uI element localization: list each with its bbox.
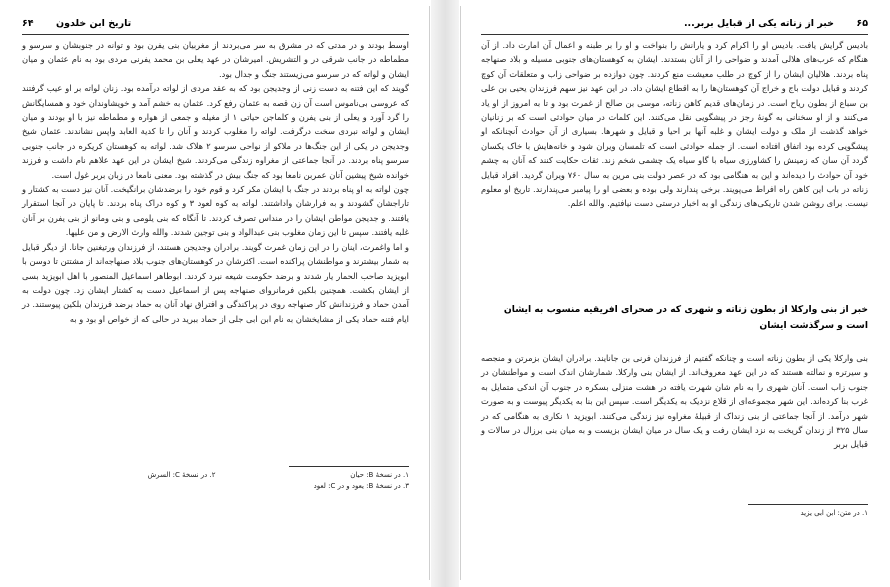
footnotes bbox=[22, 470, 409, 492]
left-page-body bbox=[22, 38, 409, 326]
section-body bbox=[481, 351, 868, 452]
footnote: ۳. در نسخهٔ B: یعود و در C: لعود bbox=[313, 482, 409, 490]
paragraph: بنی وارکلا یکی از بطون زناته است و چنانکه گفتیم از فرزندان فرنی بن جانا‌یند. برادران ایشان بزمرتن و منجصه و سیرتره و نمالته هستند که در این عهد معروف‌اند. از ایشان بنی وارکلا. شمارشان اندک است و مواطنشان در جنوب زاب است. آنان شهری را به نام شان شهرت یافته در هشت منزلی بسکره در جنوب آن اندکی متمایل به غرب بنا کرده‌اند. این شهر مجموعه‌ای از قلاع نزدیک به یکدیگر است. سپس این بنا به یکدیگر پیوست و به صورت شهر درآمد. از آنجا جماعتی از بنی زنداک از قبیلهٔ مغراوه نیز زندگی می‌کنند. ابویزید ۱ نکاری به هنگامی که در سال ۳۲۵ از زندان گریخت به نزد ایشان رفت و یک سال در میان ایشان بزیست و به میان بنی برزال در سالات و قبایل بربر bbox=[481, 353, 868, 450]
footnotes bbox=[481, 508, 868, 519]
right-page-header bbox=[481, 18, 868, 35]
footnote-divider bbox=[748, 504, 868, 505]
footnote-divider bbox=[289, 466, 409, 467]
right-page bbox=[460, 6, 888, 580]
footnote: ۲. در نسخهٔ C: السرش bbox=[147, 471, 216, 479]
paragraph: بادیس گرایش یافت. بادیس او را اکرام کرد و یارانش را بنواخت و او را بر طبنه و اعمال آن امارت داد. از آن هنگام که عرب‌های هلالی آمدند و ضواحی را از آنان بستدند. ایشان به کوهستان‌های جنوبی مسیله و بلاد صنهاجه پناه بردند. هلالیان ایشان را از کوچ در طلب معیشت منع کردند. چون دوازده بر ضواحی زاب و متعلقات آن کوچ کردند و قبایل دولت باج و خراج آن کوهستان‌ها را به اقطاع ایشان داد. در این عهد نیز سهم فرزندان یحیی بن علی بن سباع از بطون ریاح است. در زمان‌های قدیم کاهن زناته، موسی بن صالح از غمرت بود و تا به امروز از او یاد می‌کنند و از او سخنانی به گونهٔ رجز در پیشگویی نقل می‌کنند. این کلمات در میان حوادثی است که بر زنانیان خواهد گذشت از ملک و دولت ایشان و غلبه آنها بر احیا و قبایل و شهرها. بسیاری از آن حوادث آنچنانکه او پیشگویی کرده بود اتفاق افتاده است. از جمله حوادثی است که تلمسان ویران شود و خانه‌هایش با خاک یکسان گردد آن سان که زمینش را کشاورزی سیاه با گاو سیاه یک چشمی شخم زند. ثقات حکایت کنند که آنان به چشم خود آن حوادث را دیده‌اند و این به هنگامی بود که در عصر دولت بنی مرین به سال ۷۶۰ ویران گردید. افراد قبایل زناته در باب این کاهن راه افراط می‌پویند. برخی پندارند ولی بوده و بعضی او را پیامبر می‌پندارند. تاریخ او معلوم نیست. برای روشن شدن تاریکی‌های زندگی او به اخبار درستی دست نیافتیم. والله اعلم. bbox=[481, 40, 868, 209]
section-heading: خبر از بنی وارکلا از بطون زناته و شهری که در صحرای افریقیه منسوب به ایشان است و سرگذشت ایشان bbox=[503, 304, 868, 331]
book-spine bbox=[431, 0, 459, 587]
paragraph: چون لواته به او پناه بردند در جنگ با ایشان مکر کرد و قوم خود را برضدشان برانگیخت. آنان نیز دست به کشتار و تاراجشان گشودند و به فرارشان واداشتند. لواته به کوه لعود ۳ و کوه دراک پناه بردند. تا پایان در آنجا استقرار یافتند. و جدیجن مواطن ایشان را در منداس تصرف کردند. تا آنگاه که بنی یلومی و بنی ومانو از بنی یفرن بر آنان غلبه یافتند. سپس تا این زمان مغلوب بنی عبدالواد و بنی توجین شدند. والله وارث الارض و من علیها. bbox=[22, 184, 410, 238]
page-number: ۶۵ bbox=[856, 18, 868, 29]
footnote: ۱. در نسخهٔ B: حیان bbox=[350, 471, 409, 479]
running-title: خبر از زناته یکی از قبایل بربر... bbox=[683, 18, 834, 29]
footnote: ۱. در متن: ابن ابی یزید bbox=[800, 509, 868, 517]
running-title: تاریخ ابن خلدون bbox=[56, 18, 132, 29]
right-page-body bbox=[481, 38, 868, 211]
paragraph: گویند که این فتنه به دست زنی از وجدیجن بود که به عقد مردی از لواته درآمده بود. زنان لواته بر او عیب گرفتند که عروسی بی‌ناموس است آن زن قصه به عثمان رفع کرد. عثمان به خشم آمد و خویشاوندان خود و همسایگانش را گرد آورد و یعلی از بنی یفرن و کلماجن حیاتی ۱ از مغیله و جمعی از هواره و مطماطه نیز با او بودند و میان ایشان و لواته نبردی سخت درگرفت. لواته را مغلوب کردند و آنان را تا کدیة العابد واپس نشاندند. عثمان شیخ وجدیجن در یکی از این جنگ‌ها در ملاکو از نواحی سرسو ۲ هلاک شد. لواته به کوهستان کریکره در جانب جنوبی سرسو پناه بردند. در آنجا جماعتی از مغراوه زندگی می‌کردند. شیخ ایشان در این عهد علاهم نام داشت و فرزند خوانده شیخ پیشین آنان عمربن نامعا بود که جنگ بیش در گذشته بود. معنی نامعا در زبان بربر غول است. bbox=[22, 83, 409, 180]
left-page bbox=[2, 6, 430, 580]
page-number: ۶۴ bbox=[22, 18, 34, 29]
paragraph: اوسط بودند و در مدتی که در مشرق به سر می‌بردند از مغربیان بنی یفرن بود و توانه در جنوبشان و سرسو و مطماطه در جانب شرقی در و التشریش. امیرشان در عهد یعلی بن محمد یفرنی مردی بود به نام عثمان و میان ایشان و لواته که در سرسو می‌زیستند جنگ و جدال بود. bbox=[22, 40, 409, 79]
left-page-header bbox=[22, 18, 409, 35]
paragraph: و اما واغمرت، اینان را در این زمان غمرت گویند. برادران وجدیجن هستند، از فرزندان ورتیغنین جانا. از دیگر قبایل به شمار بیشترند و مواطنشان پراکنده است. اکثرشان در کوهستان‌های جنوب بلاد صنهاجه‌اند از مشتتن تا دوسن با ابویزید صاحب الحمار یار شدند و برضد حکومت شیعه نبرد کردند. ابوطاهر اسماعیل المنصور با اهل ابویزید بسی از ایشان بکشت. همچنین بلکین فرمانروای صنهاجه پس از اسماعیل دست به کشتار ایشان زد. چون دولت به آمدن حماد و فرزندانش کار صنهاجه روی در پراکندگی و افتراق نهاد آنان به حماد برضد فرزندان بلکین پیوستند. در ایام فتنه حماد یکی از مشایخشان به نام ابن ابی جلی از حماد ببرید در حالی که از خواص او بود و به bbox=[22, 241, 409, 324]
